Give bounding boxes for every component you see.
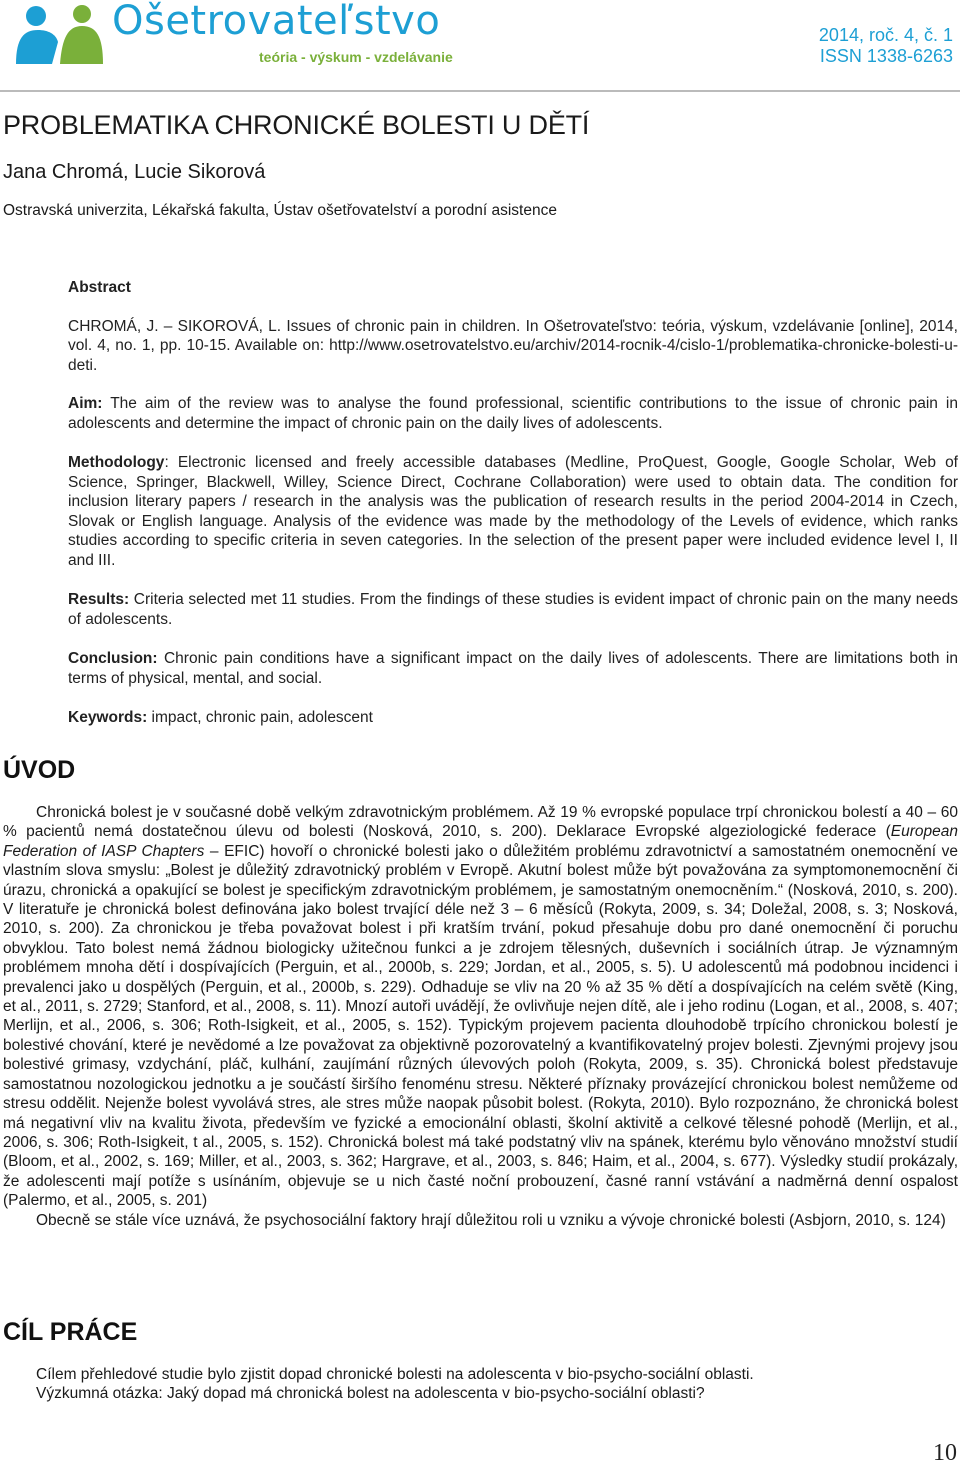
uvod-p1-italic: European Federation of IASP Chapters — [3, 823, 958, 860]
results-label: Results: — [68, 591, 130, 608]
results-text: Criteria selected met 11 studies. From the findings of these studies is evident impact of chronic pain on the many needs of adolescents. — [68, 591, 958, 628]
section-heading-cil: CÍL PRÁCE — [3, 1318, 138, 1346]
abstract-heading: Abstract — [68, 279, 131, 296]
journal-title: Ošetrovateľstvo — [112, 0, 441, 44]
two-figures-logo-icon — [8, 4, 108, 66]
cil-paragraph-2: Výzkumná otázka: Jaký dopad má chronická bolest na adolescenta v bio-psycho-sociální oblasti? — [36, 1385, 705, 1403]
abstract-aim — [68, 394, 958, 433]
aim-label: Aim: — [68, 395, 103, 412]
issn: ISSN 1338-6263 — [819, 46, 953, 66]
article-title: PROBLEMATIKA CHRONICKÉ BOLESTI U DĚTÍ — [3, 110, 590, 140]
keywords-text: impact, chronic pain, adolescent — [147, 709, 373, 726]
header-divider — [0, 90, 960, 92]
aim-text: The aim of the review was to analyse the found professional, scientific contributions to the issue of chronic pain in adolescents and determine the impact of chronic pain on the daily lives of adolescents. — [68, 395, 958, 432]
article-authors: Jana Chromá, Lucie Sikorová — [3, 161, 266, 183]
conclusion-label: Conclusion: — [68, 650, 158, 667]
uvod-paragraph-1 — [3, 803, 958, 1211]
page-number: 10 — [933, 1440, 957, 1466]
section-heading-uvod: ÚVOD — [3, 756, 76, 784]
issue-line: 2014, roč. 4, č. 1 — [818, 25, 953, 45]
abstract-section — [68, 278, 958, 748]
abstract-conclusion — [68, 649, 958, 688]
issue-info — [819, 25, 953, 67]
article-affiliation: Ostravská univerzita, Lékařská fakulta, Ústav ošetřovatelství a porodní asistence — [3, 202, 557, 219]
abstract-methodology — [68, 453, 958, 570]
uvod-paragraph-2: Obecně se stále více uznává, že psychosociální faktory hrají důležitou roli u vzniku a vývoje chronické bolesti (Asbjorn, 2010, s. 124) — [36, 1211, 946, 1229]
uvod-p1-rest: – EFIC) hovoří o chronické bolesti jako o důležitém problému zdravotnictví a samostatném onemocnění ve vlastním slova smyslu: „Bolest je důležitý zdravotnický problém v Evropě. Akutní bolest může být považována za symptomonemocnění či úrazu, chronická a opakující se bolest je specifickým zdravotnickým problémem, je samostatným onemocněním.“ (Nosková, 2010, s. 200). V literatuře je chronická bolest definována jako bolest trvající déle než 3 – 6 měsíců (Rokyta, 2009, s. 34; Doležal, 2008, s. 3; Nosková, 2010, s. 200). Za chronickou je třeba považovat bolest i při kratším trvání, pokud přesahuje dobu pro dané onemocnění či poruchu obvyklou. Tato bolest nemá žádnou biologicky užitečnou funkci a je zdrojem tělesných, duševních i sociálních útrap. Je významným problémem mnoha dětí i dospívajících (Perguin, et al., 2000b, s. 229; Jordan, et al., 2005, s. 5). U adolescentů má podobnou incidenci i prevalenci jako u dospělých (Perguin, et al., 2000b, s. 229). Odhaduje se vliv na 20 % až 35 % dětí a dospívajících na celém světě (King, et al., 2011, s. 2729; Stanford, et al., 2008, s. 11). Mnozí autoři uvádějí, že ovlivňuje nejen dítě, ale i jeho rodinu (Logan, et al., 2008, s. 407; Merlijn, et al., 2006, s. 306; Roth-Isigkeit, et al., 2005, s. 152). Typickým projevem pacienta dlouhodobě trpícího chronickou bolestí je bolestivé chování, které je nevědomé a lze považovat za objektivně pozorovatelný a kvantifikovatelný projev bolesti. Zjevnými projevy jsou bolestivé grimasy, vzdychání, pláč, kulhání, zaujímání různých úlevových poloh (Rokyta, 2009, s. 35). Chronická bolest představuje samostatnou nozologickou jednotku a je součástí širšího fenoménu stresu. Některé příznaky provázející chronickou bolest nemůžeme od stresu oddělit. Nejenže bolest vyvolává stres, ale stres může naopak působit bolest. (Rokyta, 2010). Bylo rozpoznáno, že chronická bolest má negativní vliv na kvalitu života, především ve fyzické a emocionální oblasti, školní aktivitě a celkové tělesné pohodě (Merlijn, et al., 2006, s. 306; Roth-Isigkeit, t al., 2005, s. 152). Chronická bolest má také podstatný vliv na spánek, kterému bylo věnováno množství studií (Bloom, et al., 2002, s. 169; Miller, et al., 2003, s. 362; Hargrave, et al., 2003, s. 846; Haim, et al., 2004, s. 677). Výsledky studií prokázaly, že adolescenti mají potíže s usínáním, objevuje se u nich časté noční probouzení, časné ranní vstávání a nadměrná denní ospalost (Palermo, et al., 2005, s. 201) — [3, 842, 959, 1210]
abstract-keywords — [68, 708, 958, 728]
cil-body — [3, 1365, 958, 1404]
journal-header — [0, 0, 960, 82]
uvod-p1-start: Chronická bolest je v současné době velkým zdravotnickým problémem. Až 19 % evropské populace trpí chronickou bolestí a 40 – 60 % pacientů nemá dostatečnou úlevu od bolesti (Nosková, 2010, s. 200). Deklarace Evropské algeziologické federace ( — [3, 804, 958, 841]
conclusion-text: Chronic pain conditions have a significant impact on the daily lives of adolescents. There are limitations both in terms of physical, mental, and social. — [68, 650, 958, 687]
abstract-citation: CHROMÁ, J. – SIKOROVÁ, L. Issues of chronic pain in children. In Ošetrovateľstvo: teória, výskum, vzdelávanie [online], 2014, vol. 4, no. 1, pp. 10-15. Available on: http://www.osetrovatelstvo.eu/archiv/2014-rocnik-4/cislo-1/problematika-chronicke-bolesti-u-deti. — [68, 317, 958, 374]
abstract-results — [68, 590, 958, 629]
methodology-label: Methodology — [68, 454, 165, 471]
cil-paragraph-1: Cílem přehledové studie bylo zjistit dopad chronické bolesti na adolescenta v bio-psycho-sociální oblasti. — [36, 1366, 754, 1383]
keywords-label: Keywords: — [68, 709, 148, 726]
uvod-body — [3, 803, 958, 1230]
methodology-text: : Electronic licensed and freely accessible databases (Medline, ProQuest, Google, Google Scholar, Web of Science, Springer, Blackwell, Willey, Science Direct, Cochrane Collaboration) were used to obtain data. The condition for inclusion literary papers / research in the analysis was the publication of research results in the period 2004-2014 in Czech, Slovak or English language. Analysis of the evidence was made by the methodology of the Levels of evidence, which ranks studies according to specific criteria in seven categories. In the selection of the present paper were included evidence level I, II and III. — [68, 454, 958, 569]
journal-subtitle: teória - výskum - vzdelávanie — [259, 49, 453, 65]
